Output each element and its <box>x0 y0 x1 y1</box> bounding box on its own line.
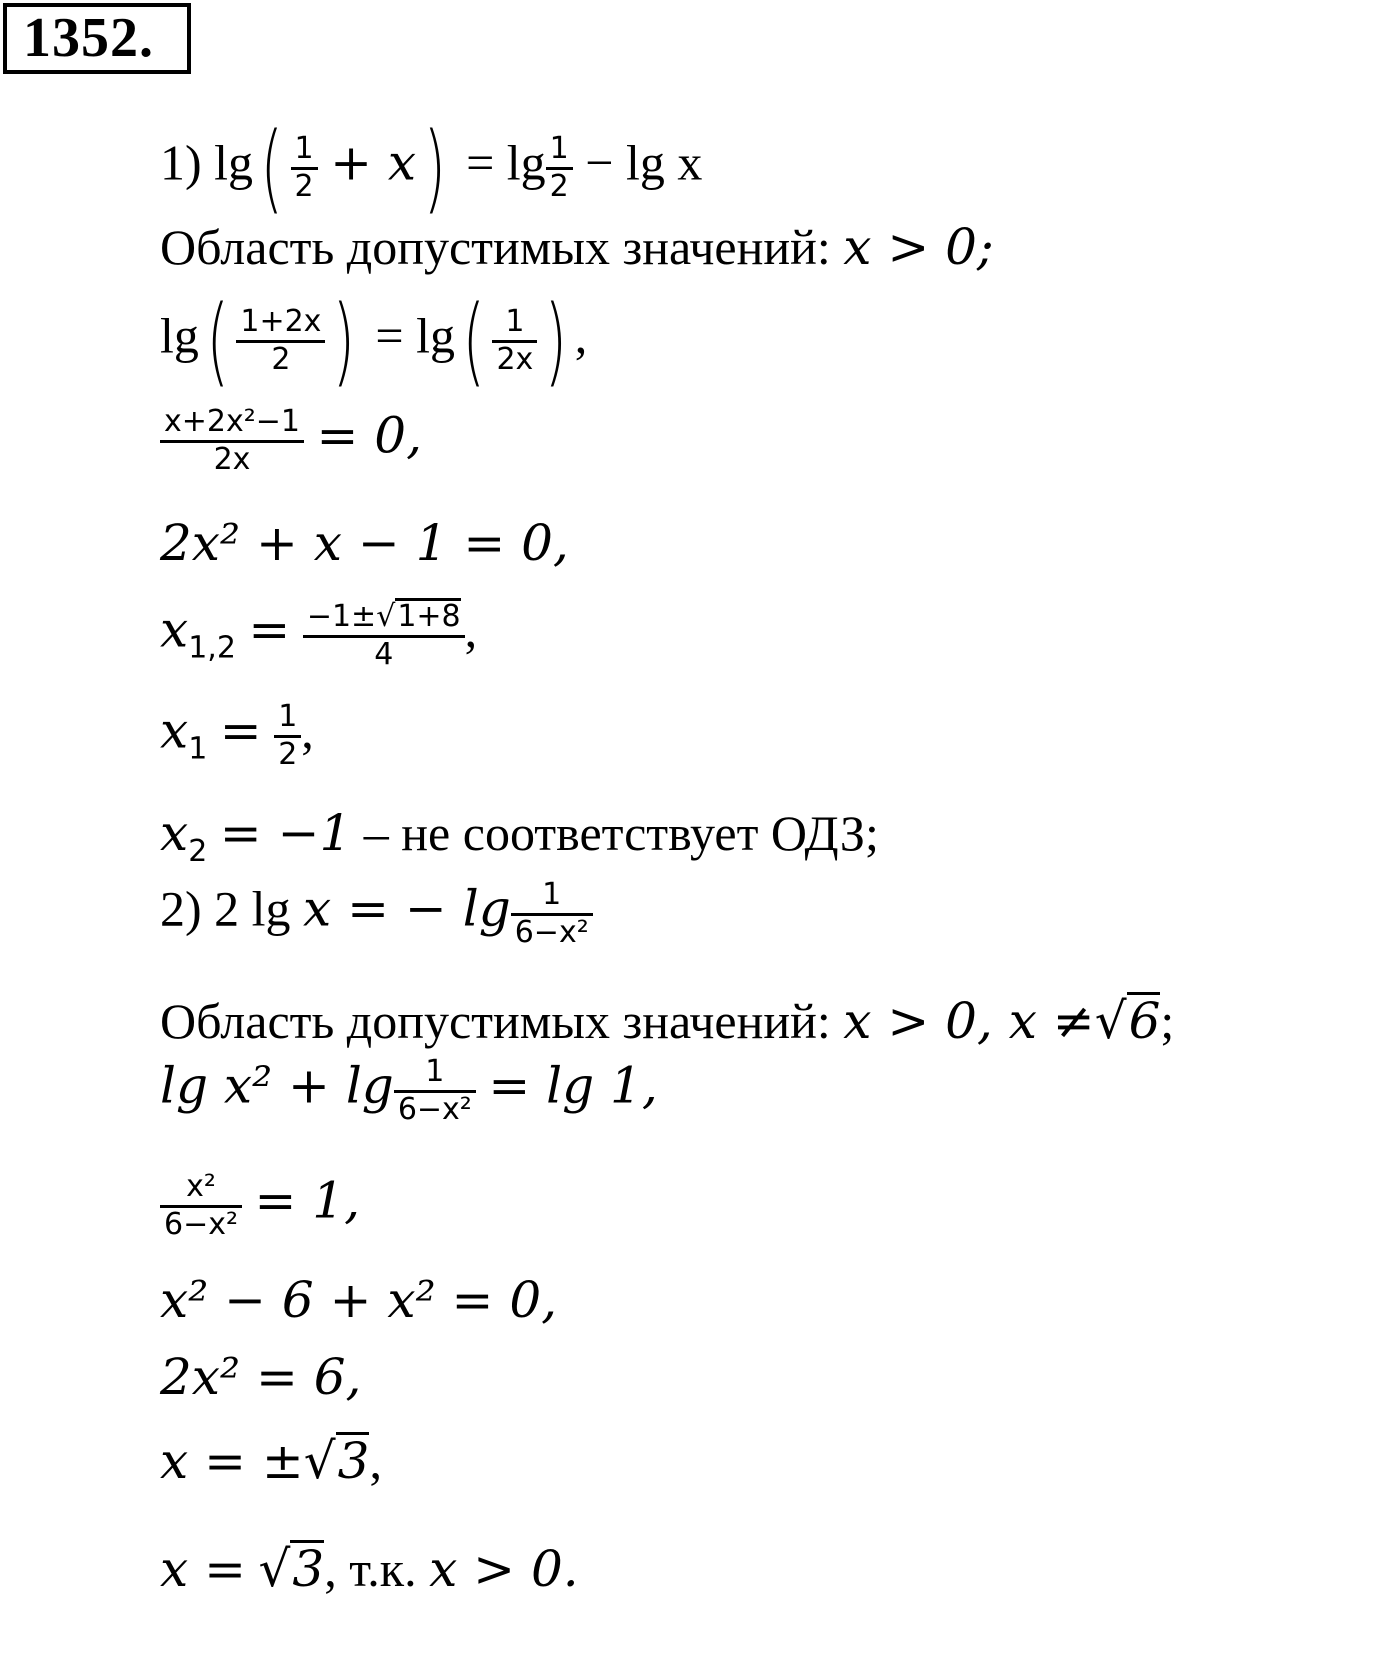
fraction <box>511 878 593 950</box>
fraction <box>394 1055 476 1127</box>
subscript: 1,2 <box>188 630 236 666</box>
expr: = lg <box>466 134 546 191</box>
punct: , <box>369 1433 382 1489</box>
equation-6 <box>160 598 477 672</box>
radicand: 1+8 <box>397 599 461 634</box>
problem-number-box <box>3 3 191 74</box>
subscript: 1 <box>188 731 208 767</box>
numerator: 1 <box>274 700 301 738</box>
right-paren: ) <box>332 285 356 397</box>
right-paren: ) <box>544 285 568 397</box>
numerator: 1 <box>394 1055 476 1093</box>
equation-9 <box>160 878 593 950</box>
equation-12 <box>160 1170 360 1242</box>
expr: 2x² = 6, <box>160 1348 362 1406</box>
left-paren: ( <box>462 285 485 397</box>
denominator: 2 <box>294 168 314 204</box>
fraction <box>303 598 465 672</box>
denominator: 2 <box>549 168 569 204</box>
domain-line-2 <box>160 992 1174 1048</box>
expr: = lg 1, <box>488 1056 658 1115</box>
equation-4 <box>160 405 422 477</box>
denominator: 2 <box>271 341 291 377</box>
denominator: 6−x² <box>514 914 589 950</box>
numerator: 1 <box>492 305 537 343</box>
expr: = −1 <box>219 804 352 862</box>
problem-number: 1352. <box>23 7 154 69</box>
fraction <box>160 1170 242 1242</box>
denominator: 2 <box>278 736 298 772</box>
num-part: −1± <box>306 599 377 634</box>
numerator: 1 <box>546 132 573 170</box>
equation-15 <box>160 1432 382 1488</box>
punct: ; <box>1160 993 1175 1049</box>
lg-text: lg <box>214 134 254 191</box>
equation-11 <box>160 1055 658 1127</box>
numerator: 1 <box>511 878 593 916</box>
expr: x² − 6 + x² = 0, <box>160 1271 558 1329</box>
radicand: 3 <box>292 1540 325 1598</box>
var: x <box>160 600 189 659</box>
numerator: x+2x²−1 <box>160 405 304 443</box>
punct: , <box>574 307 588 364</box>
fraction <box>492 305 537 377</box>
denominator: 4 <box>374 636 394 672</box>
var: x <box>160 701 189 760</box>
part-label-2: 2) 2 lg <box>160 880 291 937</box>
domain-math: x > 0; <box>843 218 994 276</box>
fraction <box>236 305 325 377</box>
var: x <box>160 804 189 862</box>
expr: x = ± <box>160 1432 304 1490</box>
expr: = 0, <box>316 406 422 465</box>
numerator: 1+2x <box>236 305 325 343</box>
lg-text: lg <box>160 307 199 364</box>
expr: = <box>219 701 262 760</box>
radicand: 3 <box>337 1432 370 1490</box>
sqrt-sign: √ <box>376 599 396 634</box>
equation-3 <box>160 285 588 397</box>
radicand: 6 <box>1128 992 1161 1050</box>
fraction <box>291 132 318 204</box>
equation-8 <box>160 804 879 869</box>
fraction <box>160 405 304 477</box>
domain-math: x > 0, x ≠ <box>843 992 1095 1050</box>
equation-14 <box>160 1348 362 1406</box>
note: – не соответствует ОДЗ; <box>363 805 879 861</box>
denominator: 6−x² <box>164 1206 239 1242</box>
domain-text: Область допустимых значений: <box>160 993 831 1049</box>
punct: , <box>464 601 478 658</box>
equation-7 <box>160 700 314 772</box>
expr: = 1, <box>254 1171 361 1230</box>
expr: − lg x <box>585 134 703 191</box>
denominator: 2x <box>496 341 534 377</box>
equation-16 <box>160 1540 579 1596</box>
expr: + x <box>330 133 417 192</box>
sqrt-sign: √ <box>303 1432 336 1490</box>
denominator: 2x <box>213 441 251 477</box>
sqrt-sign: √ <box>1094 992 1127 1050</box>
fraction <box>274 700 301 772</box>
sqrt-sign: √ <box>258 1540 291 1598</box>
numerator: 1 <box>291 132 318 170</box>
expr: = lg <box>375 307 455 364</box>
domain-text: Область допустимых значений: <box>160 219 831 275</box>
expr: 2x² + x − 1 = 0, <box>160 514 569 572</box>
expr: x = <box>160 1540 246 1598</box>
punct: , <box>301 702 314 759</box>
left-paren: ( <box>260 112 284 224</box>
subscript: 2 <box>188 834 208 869</box>
right-paren: ) <box>423 112 447 224</box>
numerator: x² <box>160 1170 242 1208</box>
denominator: 6−x² <box>397 1091 472 1127</box>
left-paren: ( <box>206 285 229 397</box>
expr: x = − lg <box>303 879 511 938</box>
equation-1 <box>160 112 703 224</box>
fraction <box>546 132 573 204</box>
note: , т.к. <box>324 1541 417 1597</box>
equation-13 <box>160 1271 558 1329</box>
expr: x > 0. <box>429 1540 579 1598</box>
domain-line-1 <box>160 218 994 276</box>
expr: lg x² + lg <box>160 1056 394 1115</box>
numerator <box>303 598 465 638</box>
part-label-1: 1) <box>160 134 202 191</box>
expr: = <box>248 600 291 659</box>
equation-5 <box>160 514 569 572</box>
